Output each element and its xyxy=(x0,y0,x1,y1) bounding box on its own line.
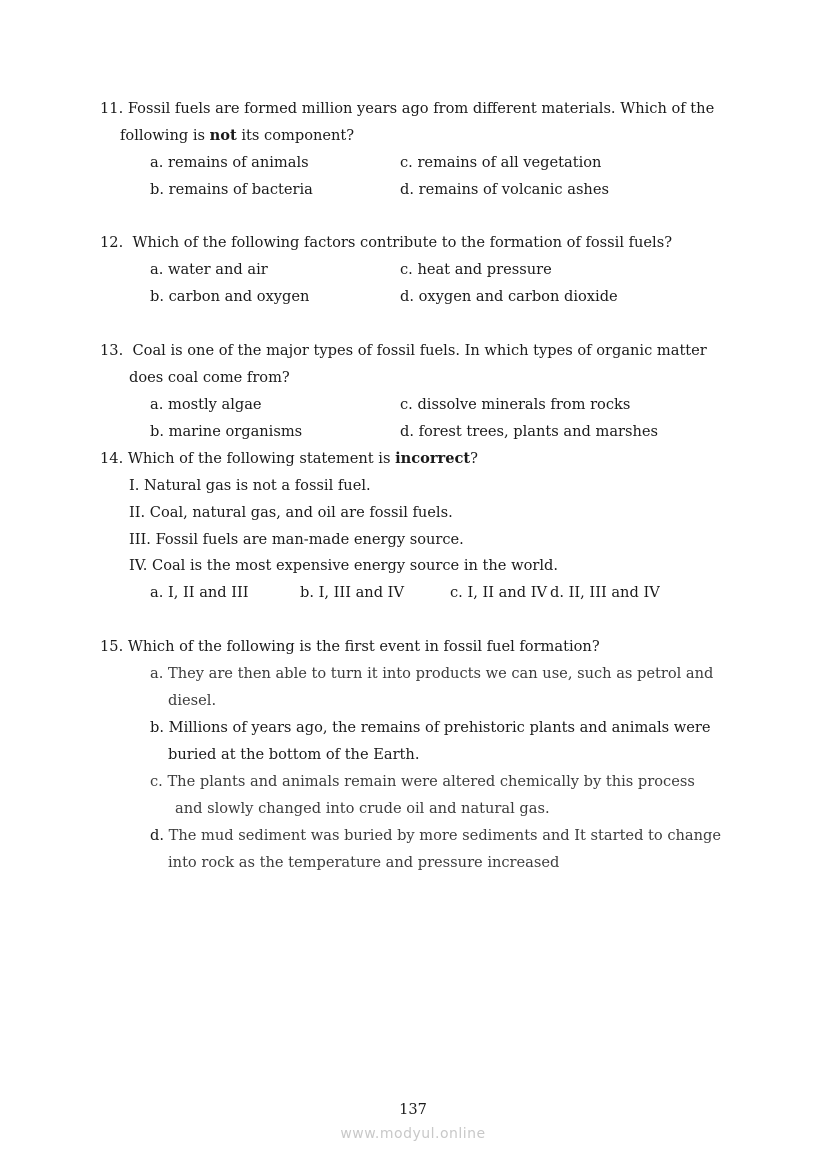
q13-option-a: a. mostly algae xyxy=(150,396,262,413)
question-11-line-2: following is not its component? xyxy=(120,127,355,144)
question-text: Coal is one of the major types of fossil fuels. In which types of organic matter xyxy=(132,342,707,359)
q15-option-d-cont: into rock as the temperature and pressure increased xyxy=(168,854,560,871)
q11-option-b: b. remains of bacteria xyxy=(150,181,313,198)
question-14: 14. Which of the following statement is incorrect? xyxy=(100,450,478,467)
q15-option-b: b. Millions of years ago, the remains of prehistoric plants and animals were xyxy=(150,719,711,736)
emphasis-incorrect: incorrect xyxy=(395,450,471,467)
q14-statement-2: II. Coal, natural gas, and oil are fossil fuels. xyxy=(129,504,453,521)
question-number: 13. xyxy=(100,342,124,359)
q15-option-a-cont: diesel. xyxy=(168,692,217,709)
q12-option-a: a. water and air xyxy=(150,261,268,278)
q13-option-b: b. marine organisms xyxy=(150,423,303,440)
q14-option-d: d. II, III and IV xyxy=(550,584,660,601)
q14-statement-1: I. Natural gas is not a fossil fuel. xyxy=(129,477,371,494)
question-11 xyxy=(100,99,714,119)
q15-option-a: a. They are then able to turn it into products we can use, such as petrol and xyxy=(150,665,714,682)
question-13-line-2: does coal come from? xyxy=(129,369,290,386)
q12-option-d: d. oxygen and carbon dioxide xyxy=(400,288,618,305)
q14-statement-4: IV. Coal is the most expensive energy source in the world. xyxy=(129,557,558,574)
question-text: Which of the following is the first event in fossil fuel formation? xyxy=(127,638,600,655)
q11-option-c: c. remains of all vegetation xyxy=(400,154,602,171)
watermark: www.modyul.online xyxy=(340,1126,486,1142)
question-number: 15. xyxy=(100,638,124,655)
q15-option-d: d. The mud sediment was buried by more sediments and It started to change xyxy=(150,827,721,844)
question-12 xyxy=(100,233,672,253)
question-text: Fossil fuels are formed million years ago from different materials. Which of the xyxy=(127,100,715,117)
q14-option-b: b. I, III and IV xyxy=(300,584,404,601)
question-13 xyxy=(100,341,707,361)
page-number: 137 xyxy=(399,1101,427,1118)
q14-statement-3: III. Fossil fuels are man-made energy source. xyxy=(129,531,464,548)
question-number: 11. xyxy=(100,100,124,117)
q11-option-a: a. remains of animals xyxy=(150,154,309,171)
question-text: Which of the following factors contribute to the formation of fossil fuels? xyxy=(132,234,673,251)
question-number: 14. xyxy=(100,450,124,467)
emphasis-not: not xyxy=(209,127,237,144)
q13-option-d: d. forest trees, plants and marshes xyxy=(400,423,659,440)
question-number: 12. xyxy=(100,234,124,251)
q15-option-c-cont: and slowly changed into crude oil and natural gas. xyxy=(175,800,550,817)
q15-option-b-cont: buried at the bottom of the Earth. xyxy=(168,746,420,763)
q14-option-c: c. I, II and IV xyxy=(450,584,548,601)
q12-option-c: c. heat and pressure xyxy=(400,261,552,278)
q13-option-c: c. dissolve minerals from rocks xyxy=(400,396,631,413)
question-15 xyxy=(100,637,600,657)
q12-option-b: b. carbon and oxygen xyxy=(150,288,310,305)
q14-option-a: a. I, II and III xyxy=(150,584,249,601)
q11-option-d: d. remains of volcanic ashes xyxy=(400,181,609,198)
q15-option-c: c. The plants and animals remain were altered chemically by this process xyxy=(150,773,695,790)
